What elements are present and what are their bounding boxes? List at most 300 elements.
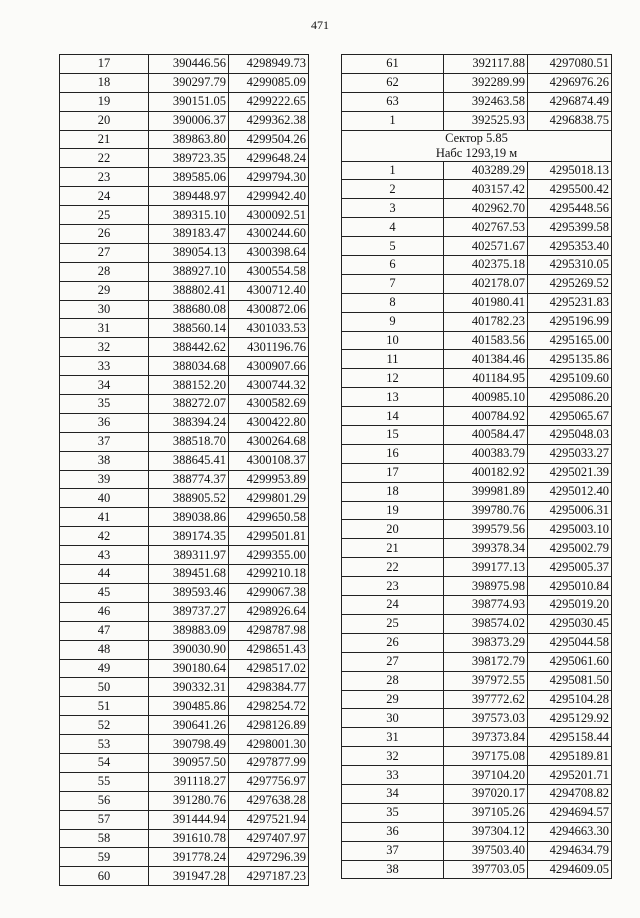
table-row — [342, 501, 612, 520]
point-number: 32 — [60, 338, 149, 357]
y-coordinate: 4300244.60 — [229, 225, 309, 244]
x-coordinate: 401782.23 — [444, 312, 528, 331]
table-row — [60, 697, 309, 716]
x-coordinate: 391610.78 — [149, 829, 229, 848]
x-coordinate: 403157.42 — [444, 180, 528, 199]
x-coordinate: 389315.10 — [149, 206, 229, 225]
y-coordinate: 4295005.37 — [528, 558, 612, 577]
x-coordinate: 390030.90 — [149, 640, 229, 659]
y-coordinate: 4299362.38 — [229, 111, 309, 130]
x-coordinate: 397104.20 — [444, 766, 528, 785]
y-coordinate: 4295310.05 — [528, 256, 612, 275]
table-row — [60, 130, 309, 149]
coordinates-table-left — [59, 54, 309, 886]
point-number: 43 — [60, 546, 149, 565]
table-row — [60, 187, 309, 206]
point-number: 8 — [342, 293, 444, 312]
x-coordinate: 398975.98 — [444, 577, 528, 596]
y-coordinate: 4295109.60 — [528, 369, 612, 388]
x-coordinate: 388774.37 — [149, 470, 229, 489]
y-coordinate: 4299942.40 — [229, 187, 309, 206]
point-number: 27 — [60, 243, 149, 262]
point-number: 45 — [60, 583, 149, 602]
point-number: 11 — [342, 350, 444, 369]
table-row — [342, 841, 612, 860]
y-coordinate: 4298949.73 — [229, 55, 309, 74]
table-row — [342, 596, 612, 615]
table-row — [342, 55, 612, 74]
table-row — [60, 829, 309, 848]
y-coordinate: 4300108.37 — [229, 451, 309, 470]
x-coordinate: 390798.49 — [149, 735, 229, 754]
table-row — [60, 300, 309, 319]
point-number: 28 — [342, 671, 444, 690]
x-coordinate: 388442.62 — [149, 338, 229, 357]
y-coordinate: 4299501.81 — [229, 527, 309, 546]
x-coordinate: 402767.53 — [444, 218, 528, 237]
x-coordinate: 397573.03 — [444, 709, 528, 728]
point-number: 16 — [342, 444, 444, 463]
y-coordinate: 4299355.00 — [229, 546, 309, 565]
x-coordinate: 402571.67 — [444, 237, 528, 256]
y-coordinate: 4300582.69 — [229, 395, 309, 414]
y-coordinate: 4295030.45 — [528, 614, 612, 633]
x-coordinate: 390446.56 — [149, 55, 229, 74]
y-coordinate: 4294694.57 — [528, 803, 612, 822]
y-coordinate: 4295196.99 — [528, 312, 612, 331]
x-coordinate: 397503.40 — [444, 841, 528, 860]
point-number: 3 — [342, 199, 444, 218]
table-row — [342, 860, 612, 879]
table-row — [60, 413, 309, 432]
point-number: 20 — [342, 520, 444, 539]
table-row — [60, 432, 309, 451]
y-coordinate: 4295048.03 — [528, 426, 612, 445]
table-row — [342, 652, 612, 671]
y-coordinate: 4299953.89 — [229, 470, 309, 489]
y-coordinate: 4300872.06 — [229, 300, 309, 319]
x-coordinate: 397373.84 — [444, 728, 528, 747]
x-coordinate: 397175.08 — [444, 747, 528, 766]
table-row — [60, 772, 309, 791]
table-row — [342, 558, 612, 577]
table-row — [342, 577, 612, 596]
point-number: 37 — [342, 841, 444, 860]
table-row — [342, 199, 612, 218]
table-row — [342, 237, 612, 256]
x-coordinate: 399780.76 — [444, 501, 528, 520]
point-number: 41 — [60, 508, 149, 527]
table-row — [60, 867, 309, 886]
point-number: 29 — [60, 281, 149, 300]
y-coordinate: 4297756.97 — [229, 772, 309, 791]
table-row — [342, 784, 612, 803]
point-number: 24 — [60, 187, 149, 206]
y-coordinate: 4295231.83 — [528, 293, 612, 312]
y-coordinate: 4294609.05 — [528, 860, 612, 879]
y-coordinate: 4299648.24 — [229, 149, 309, 168]
table-row — [342, 803, 612, 822]
point-number: 1 — [342, 161, 444, 180]
point-number: 21 — [60, 130, 149, 149]
y-coordinate: 4297521.94 — [229, 810, 309, 829]
table-row — [60, 281, 309, 300]
point-number: 18 — [60, 73, 149, 92]
y-coordinate: 4300744.32 — [229, 376, 309, 395]
x-coordinate: 399378.34 — [444, 539, 528, 558]
y-coordinate: 4298651.43 — [229, 640, 309, 659]
x-coordinate: 397772.62 — [444, 690, 528, 709]
y-coordinate: 4299067.38 — [229, 583, 309, 602]
table-row — [60, 149, 309, 168]
x-coordinate: 392525.93 — [444, 111, 528, 130]
point-number: 59 — [60, 848, 149, 867]
point-number: 15 — [342, 426, 444, 445]
y-coordinate: 4295021.39 — [528, 463, 612, 482]
point-number: 57 — [60, 810, 149, 829]
table-row — [342, 407, 612, 426]
point-number: 35 — [60, 395, 149, 414]
y-coordinate: 4297187.23 — [229, 867, 309, 886]
x-coordinate: 400784.92 — [444, 407, 528, 426]
y-coordinate: 4295010.84 — [528, 577, 612, 596]
x-coordinate: 389183.47 — [149, 225, 229, 244]
x-coordinate: 390641.26 — [149, 716, 229, 735]
point-number: 31 — [342, 728, 444, 747]
x-coordinate: 401184.95 — [444, 369, 528, 388]
point-number: 46 — [60, 602, 149, 621]
table-row — [342, 539, 612, 558]
table-row — [60, 225, 309, 244]
y-coordinate: 4295081.50 — [528, 671, 612, 690]
table-row — [342, 350, 612, 369]
table-row — [60, 583, 309, 602]
y-coordinate: 4298126.89 — [229, 716, 309, 735]
x-coordinate: 389863.80 — [149, 130, 229, 149]
y-coordinate: 4300092.51 — [229, 206, 309, 225]
table-row — [60, 73, 309, 92]
point-number: 4 — [342, 218, 444, 237]
sector-title: Сектор 5.85 — [445, 130, 508, 145]
y-coordinate: 4295018.13 — [528, 161, 612, 180]
x-coordinate: 388802.41 — [149, 281, 229, 300]
y-coordinate: 4295033.27 — [528, 444, 612, 463]
table-row — [342, 92, 612, 111]
x-coordinate: 397703.05 — [444, 860, 528, 879]
point-number: 22 — [60, 149, 149, 168]
point-number: 31 — [60, 319, 149, 338]
y-coordinate: 4300554.58 — [229, 262, 309, 281]
point-number: 14 — [342, 407, 444, 426]
x-coordinate: 391280.76 — [149, 791, 229, 810]
x-coordinate: 391118.27 — [149, 772, 229, 791]
x-coordinate: 400584.47 — [444, 426, 528, 445]
table-row — [342, 690, 612, 709]
x-coordinate: 399177.13 — [444, 558, 528, 577]
point-number: 19 — [60, 92, 149, 111]
y-coordinate: 4300422.80 — [229, 413, 309, 432]
point-number: 6 — [342, 256, 444, 275]
table-row — [342, 180, 612, 199]
point-number: 5 — [342, 237, 444, 256]
x-coordinate: 401980.41 — [444, 293, 528, 312]
point-number: 1 — [342, 111, 444, 130]
point-number: 34 — [60, 376, 149, 395]
x-coordinate: 400182.92 — [444, 463, 528, 482]
table-row — [60, 678, 309, 697]
y-coordinate: 4295104.28 — [528, 690, 612, 709]
x-coordinate: 390957.50 — [149, 753, 229, 772]
table-row — [60, 810, 309, 829]
table-row — [342, 388, 612, 407]
y-coordinate: 4295065.67 — [528, 407, 612, 426]
table-row — [60, 546, 309, 565]
y-coordinate: 4295086.20 — [528, 388, 612, 407]
x-coordinate: 398172.79 — [444, 652, 528, 671]
y-coordinate: 4299504.26 — [229, 130, 309, 149]
x-coordinate: 388394.24 — [149, 413, 229, 432]
table-row — [60, 206, 309, 225]
point-number: 13 — [342, 388, 444, 407]
point-number: 17 — [342, 463, 444, 482]
table-row — [342, 256, 612, 275]
x-coordinate: 397105.26 — [444, 803, 528, 822]
y-coordinate: 4296976.26 — [528, 73, 612, 92]
x-coordinate: 402962.70 — [444, 199, 528, 218]
x-coordinate: 388927.10 — [149, 262, 229, 281]
y-coordinate: 4295158.44 — [528, 728, 612, 747]
table-row — [60, 791, 309, 810]
y-coordinate: 4295006.31 — [528, 501, 612, 520]
point-number: 20 — [60, 111, 149, 130]
table-row — [342, 766, 612, 785]
point-number: 54 — [60, 753, 149, 772]
y-coordinate: 4299650.58 — [229, 508, 309, 527]
y-coordinate: 4299210.18 — [229, 565, 309, 584]
x-coordinate: 391947.28 — [149, 867, 229, 886]
table-row — [60, 735, 309, 754]
point-number: 33 — [342, 766, 444, 785]
table-row — [342, 293, 612, 312]
table-row — [60, 111, 309, 130]
y-coordinate: 4294708.82 — [528, 784, 612, 803]
point-number: 25 — [342, 614, 444, 633]
table-row — [342, 111, 612, 130]
table-row — [342, 747, 612, 766]
point-number: 36 — [60, 413, 149, 432]
y-coordinate: 4298384.77 — [229, 678, 309, 697]
y-coordinate: 4294634.79 — [528, 841, 612, 860]
y-coordinate: 4298001.30 — [229, 735, 309, 754]
x-coordinate: 391444.94 — [149, 810, 229, 829]
table-row — [60, 243, 309, 262]
point-number: 50 — [60, 678, 149, 697]
table-row — [342, 614, 612, 633]
x-coordinate: 400985.10 — [444, 388, 528, 407]
point-number: 18 — [342, 482, 444, 501]
point-number: 48 — [60, 640, 149, 659]
y-coordinate: 4300398.64 — [229, 243, 309, 262]
point-number: 56 — [60, 791, 149, 810]
x-coordinate: 398373.29 — [444, 633, 528, 652]
y-coordinate: 4297638.28 — [229, 791, 309, 810]
point-number: 24 — [342, 596, 444, 615]
y-coordinate: 4295165.00 — [528, 331, 612, 350]
x-coordinate: 399981.89 — [444, 482, 528, 501]
x-coordinate: 389174.35 — [149, 527, 229, 546]
point-number: 10 — [342, 331, 444, 350]
y-coordinate: 4301033.53 — [229, 319, 309, 338]
y-coordinate: 4298254.72 — [229, 697, 309, 716]
table-row — [60, 338, 309, 357]
table-row — [60, 527, 309, 546]
table-row — [60, 489, 309, 508]
y-coordinate: 4300712.40 — [229, 281, 309, 300]
point-number: 51 — [60, 697, 149, 716]
y-coordinate: 4297080.51 — [528, 55, 612, 74]
table-row — [342, 482, 612, 501]
y-coordinate: 4295135.86 — [528, 350, 612, 369]
x-coordinate: 390180.64 — [149, 659, 229, 678]
point-number: 37 — [60, 432, 149, 451]
x-coordinate: 388152.20 — [149, 376, 229, 395]
table-row — [60, 470, 309, 489]
y-coordinate: 4295353.40 — [528, 237, 612, 256]
point-number: 25 — [60, 206, 149, 225]
x-coordinate: 389585.06 — [149, 168, 229, 187]
table-row — [342, 671, 612, 690]
x-coordinate: 392289.99 — [444, 73, 528, 92]
point-number: 38 — [342, 860, 444, 879]
point-number: 12 — [342, 369, 444, 388]
x-coordinate: 391778.24 — [149, 848, 229, 867]
table-row — [342, 463, 612, 482]
point-number: 21 — [342, 539, 444, 558]
point-number: 28 — [60, 262, 149, 281]
x-coordinate: 388034.68 — [149, 357, 229, 376]
table-row — [60, 565, 309, 584]
y-coordinate: 4300264.68 — [229, 432, 309, 451]
y-coordinate: 4294663.30 — [528, 822, 612, 841]
table-row — [342, 426, 612, 445]
table-row — [342, 520, 612, 539]
x-coordinate: 403289.29 — [444, 161, 528, 180]
point-number: 35 — [342, 803, 444, 822]
x-coordinate: 388680.08 — [149, 300, 229, 319]
table-row — [342, 218, 612, 237]
table-row — [60, 451, 309, 470]
y-coordinate: 4295019.20 — [528, 596, 612, 615]
table-row — [60, 319, 309, 338]
table-row — [60, 753, 309, 772]
x-coordinate: 392463.58 — [444, 92, 528, 111]
sector-header — [342, 130, 612, 161]
table-row — [342, 331, 612, 350]
y-coordinate: 4299085.09 — [229, 73, 309, 92]
x-coordinate: 389723.35 — [149, 149, 229, 168]
point-number: 30 — [60, 300, 149, 319]
point-number: 23 — [342, 577, 444, 596]
y-coordinate: 4298787.98 — [229, 621, 309, 640]
x-coordinate: 389593.46 — [149, 583, 229, 602]
table-row — [60, 621, 309, 640]
point-number: 17 — [60, 55, 149, 74]
table-row — [60, 508, 309, 527]
x-coordinate: 397972.55 — [444, 671, 528, 690]
x-coordinate: 388905.52 — [149, 489, 229, 508]
y-coordinate: 4295201.71 — [528, 766, 612, 785]
point-number: 36 — [342, 822, 444, 841]
page-number: 471 — [311, 18, 329, 32]
y-coordinate: 4295269.52 — [528, 274, 612, 293]
table-row — [60, 640, 309, 659]
x-coordinate: 390485.86 — [149, 697, 229, 716]
point-number: 38 — [60, 451, 149, 470]
x-coordinate: 389883.09 — [149, 621, 229, 640]
point-number: 32 — [342, 747, 444, 766]
table-row — [342, 369, 612, 388]
x-coordinate: 402178.07 — [444, 274, 528, 293]
table-row — [60, 55, 309, 74]
table-row — [60, 168, 309, 187]
point-number: 27 — [342, 652, 444, 671]
x-coordinate: 389038.86 — [149, 508, 229, 527]
y-coordinate: 4297296.39 — [229, 848, 309, 867]
x-coordinate: 400383.79 — [444, 444, 528, 463]
point-number: 9 — [342, 312, 444, 331]
x-coordinate: 392117.88 — [444, 55, 528, 74]
point-number: 29 — [342, 690, 444, 709]
x-coordinate: 389448.97 — [149, 187, 229, 206]
table-row — [342, 73, 612, 92]
point-number: 7 — [342, 274, 444, 293]
table-row — [60, 659, 309, 678]
table-row — [342, 822, 612, 841]
table-row — [60, 602, 309, 621]
y-coordinate: 4299801.29 — [229, 489, 309, 508]
y-coordinate: 4298517.02 — [229, 659, 309, 678]
table-row — [342, 161, 612, 180]
y-coordinate: 4295061.60 — [528, 652, 612, 671]
y-coordinate: 4295012.40 — [528, 482, 612, 501]
point-number: 39 — [60, 470, 149, 489]
x-coordinate: 397304.12 — [444, 822, 528, 841]
table-row — [60, 357, 309, 376]
y-coordinate: 4295002.79 — [528, 539, 612, 558]
x-coordinate: 398574.02 — [444, 614, 528, 633]
y-coordinate: 4296838.75 — [528, 111, 612, 130]
table-row — [342, 633, 612, 652]
point-number: 26 — [60, 225, 149, 244]
coordinates-table-right — [341, 54, 612, 879]
point-number: 19 — [342, 501, 444, 520]
table-row — [60, 395, 309, 414]
point-number: 2 — [342, 180, 444, 199]
x-coordinate: 390006.37 — [149, 111, 229, 130]
point-number: 58 — [60, 829, 149, 848]
point-number: 61 — [342, 55, 444, 74]
x-coordinate: 399579.56 — [444, 520, 528, 539]
point-number: 44 — [60, 565, 149, 584]
y-coordinate: 4295189.81 — [528, 747, 612, 766]
sector-header-row — [342, 130, 612, 161]
table-row — [60, 716, 309, 735]
point-number: 22 — [342, 558, 444, 577]
y-coordinate: 4296874.49 — [528, 92, 612, 111]
point-number: 23 — [60, 168, 149, 187]
point-number: 63 — [342, 92, 444, 111]
point-number: 40 — [60, 489, 149, 508]
